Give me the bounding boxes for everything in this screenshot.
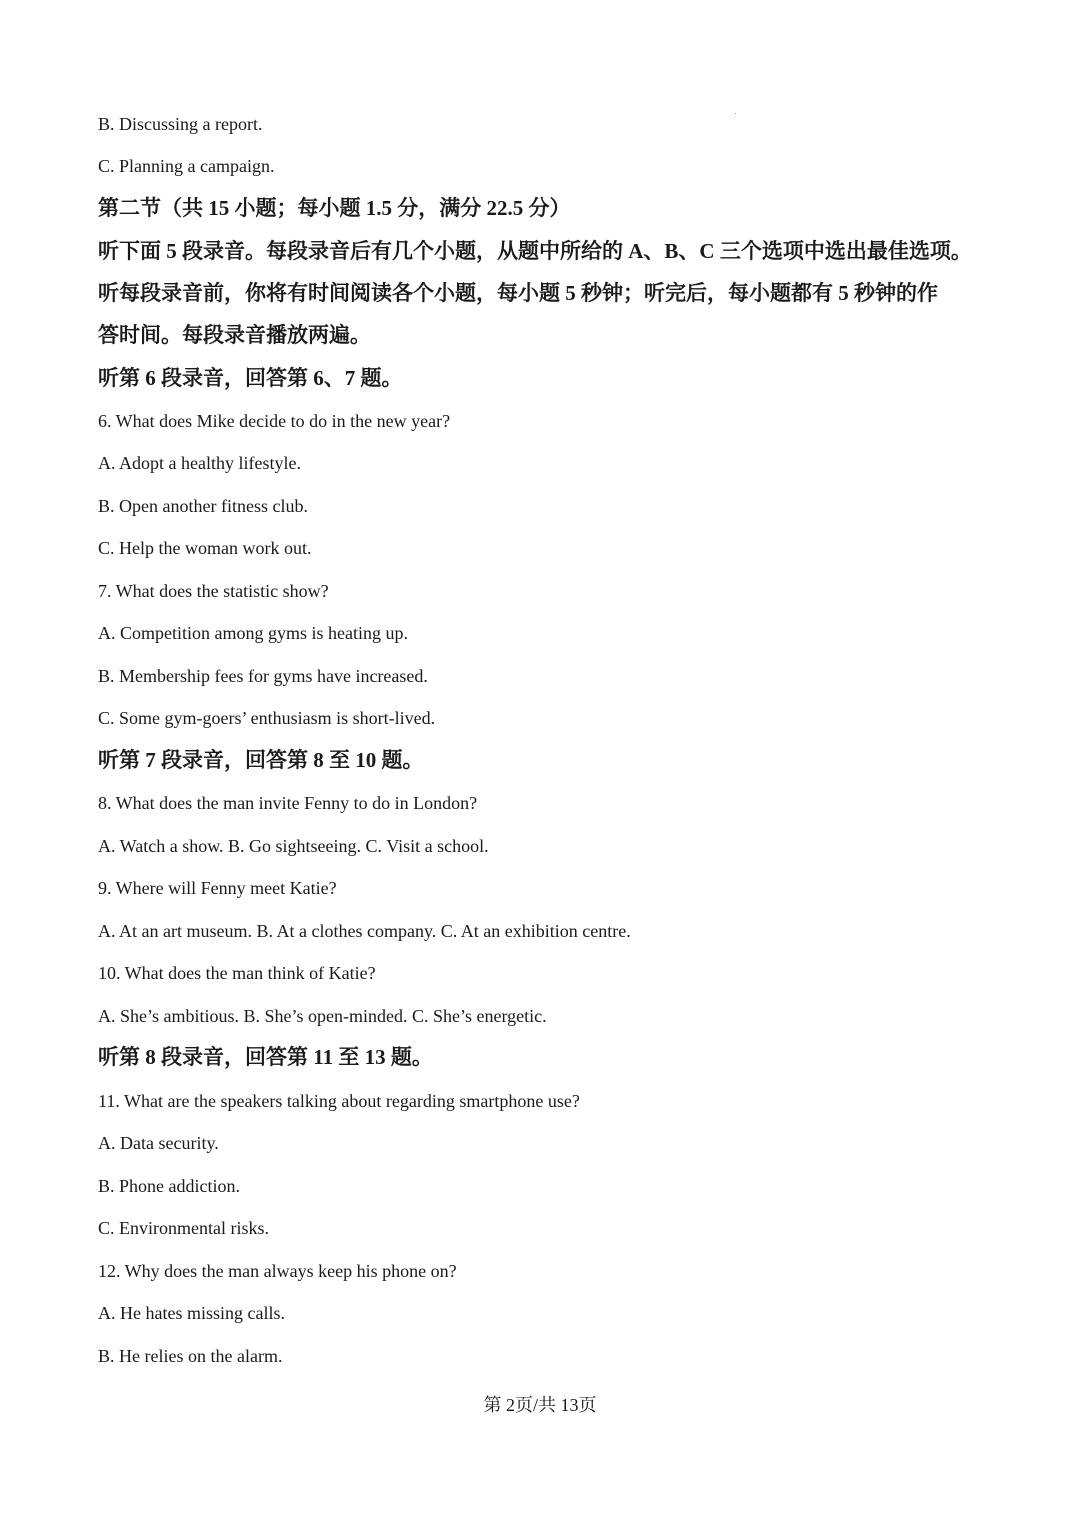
options-q8: A. Watch a show. B. Go sightseeing. C. Visit a school. <box>98 836 489 856</box>
question-8: 8. What does the man invite Fenny to do in London? <box>98 793 478 813</box>
option-a-q7: A. Competition among gyms is heating up. <box>98 623 408 643</box>
section-instructions-2: 听每段录音前，你将有时间阅读各个小题，每小题 5 秒钟；听完后，每小题都有 5 秒钟的作 <box>98 281 938 305</box>
page-number: 第 2页/共 13页 <box>483 1395 597 1415</box>
question-9: 9. Where will Fenny meet Katie? <box>98 878 337 898</box>
option-c-q5: C. Planning a campaign. <box>98 156 275 176</box>
options-q9: A. At an art museum. B. At a clothes company. C. At an exhibition centre. <box>98 921 631 941</box>
question-10: 10. What does the man think of Katie? <box>98 963 376 983</box>
section-instructions-3: 答时间。每段录音播放两遍。 <box>98 323 371 347</box>
option-c-q11: C. Environmental risks. <box>98 1218 269 1238</box>
option-a-q6: A. Adopt a healthy lifestyle. <box>98 453 301 473</box>
option-b-q6: B. Open another fitness club. <box>98 496 308 516</box>
stray-mark <box>735 113 736 114</box>
question-6: 6. What does Mike decide to do in the new year? <box>98 411 451 431</box>
question-7: 7. What does the statistic show? <box>98 581 329 601</box>
option-b-q11: B. Phone addiction. <box>98 1176 240 1196</box>
option-c-q6: C. Help the woman work out. <box>98 538 312 558</box>
options-q10: A. She’s ambitious. B. She’s open-minded. C. She’s energetic. <box>98 1006 547 1026</box>
section-instructions-1: 听下面 5 段录音。每段录音后有几个小题，从题中所给的 A、B、C 三个选项中选出最佳选项。 <box>98 239 972 263</box>
option-b-q7: B. Membership fees for gyms have increased. <box>98 666 428 686</box>
option-b-q5: B. Discussing a report. <box>98 114 263 134</box>
option-b-q12: B. He relies on the alarm. <box>98 1346 283 1366</box>
option-c-q7: C. Some gym-goers’ enthusiasm is short-lived. <box>98 708 436 728</box>
option-a-q12: A. He hates missing calls. <box>98 1303 285 1323</box>
section-heading: 第二节（共 15 小题；每小题 1.5 分，满分 22.5 分） <box>98 196 571 220</box>
passage-6-heading: 听第 6 段录音，回答第 6、7 题。 <box>98 366 403 390</box>
question-12: 12. Why does the man always keep his phone on? <box>98 1261 457 1281</box>
question-11: 11. What are the speakers talking about regarding smartphone use? <box>98 1091 580 1111</box>
passage-7-heading: 听第 7 段录音，回答第 8 至 10 题。 <box>98 748 424 772</box>
option-a-q11: A. Data security. <box>98 1133 219 1153</box>
passage-8-heading: 听第 8 段录音，回答第 11 至 13 题。 <box>98 1045 433 1069</box>
